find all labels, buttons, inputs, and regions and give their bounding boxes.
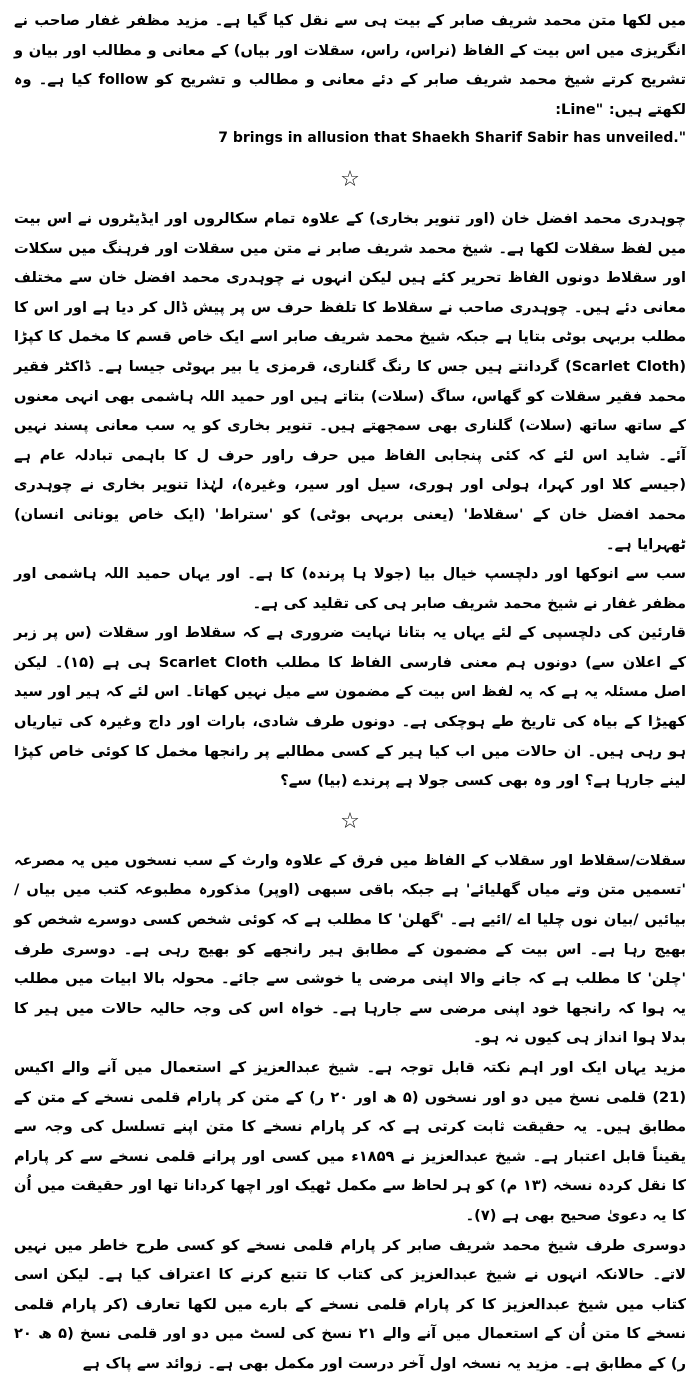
section-star-divider: ☆ (340, 166, 360, 192)
section-star-divider-2: ☆ (340, 808, 360, 834)
paragraph-6: مزید یہاں ایک اور اہم نکتہ قابل توجہ ہے۔ شیخ عبدالعزیز کے استعمال میں آنے والے اکیس (21) قلمی نسخ میں دو اور نسخوں (۵ ھ اور ۲۰ ر) کے متن کر پارام قلمی نسخے کے متن کے مطابق ہیں۔ یہ حقیقت ثابت کرتی ہے کہ کر پارام نسخے کا متن اپنے تسلسل کی وجہ سے یقیناً قابل اعتبار ہے۔ شیخ عبدالعزیز نے ۱۸۵۹ء میں کسی اور پرانے قلمی نسخے سے کر پارام کا نقل کردہ نسخہ (۱۳ م) کو ہر لحاظ سے مکمل ٹھیک اور اچھا کردانا تھا اور حقیقت میں اُن کا یہ دعویٰ صحیح بھی ہے (۷)۔ (14, 1059, 686, 1224)
paragraph-1: میں لکھا متن محمد شریف صابر کے بیت ہی سے نقل کیا گیا ہے۔ مزید مظفر غفار صاحب نے انگریزی میں اس بیت کے الفاظ (نراس، راس، سقلات اور بیاں) کے معانی و مطالب اور بیان و تشریح کرتے شیخ محمد شریف صابر کے دئے معانی و مطالب و تشریح کو follow کیا ہے۔ وہ لکھتے ہیں: "Line: (14, 12, 686, 118)
paragraph-7: دوسری طرف شیخ محمد شریف صابر کر پارام قلمی نسخے کو کسی طرح خاطر میں نہیں لاتے۔ حالانکہ انہوں نے شیخ عبدالعزیز کی کتاب کا تتبع کرنے کا اعتراف کیا ہے۔ لیکن اسی کتاب میں شیخ عبدالعزیز کا کر پارام قلمی نسخے کے بارے میں لکھا تعارف (کر پارام قلمی نسخے کا متن اُن کے استعمال میں آنے والے ۲۱ نسخ کی لسٹ میں دو اور قلمی نسخ (۵ ھ ۲۰ ر) کے مطابق ہے۔ مزید یہ نسخہ اول آخر درست اور مکمل بھی ہے۔ زوائد سے پاک ہے (14, 1236, 687, 1372)
paragraph-5: سقلات/سقلاط اور سقلاب کے الفاظ میں فرق کے علاوہ وارث کے سب نسخوں میں یہ مصرعہ 'تسمیں متن وتے میاں گھلیائے' ہے جبکہ باقی سبھی (اوپر) مذکورہ مطبوعہ کتب میں بیاں /بیائیں /بیان نوں چلیا اے /ائیے ہے۔ 'گھلن' کا مطلب ہے کہ کوئی شخص کسی دوسرے شخص کو بھیج رہا ہے۔ اس بیت کے مضمون کے مطابق ہیر رانجھے کو بھیج رہی ہے۔ دوسری طرف 'چلن' کا مطلب ہے کہ جانے والا اپنی مرضی یا خوشی سے جائے۔ محولہ بالا ابیات میں مطلب یہ ہوا کہ رانجھا خود اپنی مرضی سے جارہا ہے۔ خواہ اس کی وجہ حالیہ حالات میں ہیر کا بدلا ہوا انداز ہی کیوں نہ ہو۔ (14, 851, 686, 1047)
paragraph-2: چوہدری محمد افضل خان (اور تنویر بخاری) کے علاوہ تمام سکالروں اور ایڈیٹروں نے اس بیت میں لفظ سقلات لکھا ہے۔ شیخ محمد شریف صابر نے متن میں سقلات اور فرہنگ میں سکلات اور سقلاط دونوں الفاظ تحریر کئے ہیں لیکن انہوں نے چوہدری محمد افضل خان سے مختلف معانی دئے ہیں۔ چوہدری صاحب نے سقلاط کا تلفظ حرف س پر پیش ڈال کر دیا ہے اور اس کا مطلب بربہی بوٹی بتایا ہے جبکہ شیخ محمد شریف صابر اسے ایک خاص قسم کا مخمل کا کپڑا (Scarlet Cloth) گردانتے ہیں جس کا رنگ گلناری، قرمزی یا بیر بہوٹی جیسا ہے۔ ڈاکٹر فقیر محمد فقیر سقلات کو گھاس، ساگ (سلات) بتاتے ہیں اور حمید اللہ ہاشمی بھی انہی معنوں کے ساتھ ساتھ (سلات) گلناری بھی سمجھتے ہیں۔ تنویر بخاری کو یہ سب معانی پسند نہیں آئے۔ شاید اس لئے کہ کئی پنجابی الفاظ میں حرف راور حرف ل کا باہمی تبادلہ عام ہے (جیسے کلا اور کہرا، ہولی اور ہوری، سیل اور سیر، وغیرہ)، لہٰذا تنویر بخاری نے چوہدری محمد افضل خان کے 'سقلاط' (یعنی بربہی بوٹی) کو 'ستراط' (ایک خاص یونانی انسان) ٹھہرایا ہے۔ (14, 209, 686, 553)
paragraph-3: سب سے انوکھا اور دلچسپ خیال بیا (جولا ہا پرندہ) کا ہے۔ اور یہاں حمید اللہ ہاشمی اور مظفر غفار نے شیخ محمد شریف صابر ہی کی تقلید کی ہے۔ (14, 565, 686, 612)
english-quote-line: 7 brings in allusion that Shaekh Sharif Sabir has unveiled." (218, 130, 686, 147)
paragraph-4: قارئین کی دلچسپی کے لئے یہاں یہ بتانا نہایت ضروری ہے کہ سقلاط اور سقلات (س پر زبر کے اعلان سے) دونوں ہم معنی فارسی الفاظ کا مطلب Scarlet Cloth ہی ہے (۱۵)۔ لیکن اصل مسئلہ یہ ہے کہ یہ لفظ اس بیت کے مضمون سے میل نہیں کھاتا۔ اس لئے کہ ہیر اور سید کھیڑا کے بیاہ کی تاریخ طے ہوچکی ہے۔ دونوں طرف شادی، بارات اور داج وغیرہ کی تیاریاں ہو رہی ہیں۔ ان حالات میں اب کیا ہیر کے کسی مطالبے پر رانجھا مخمل کا کوئی خاص کپڑا لینے جارہا ہے؟ اور وہ بھی کسی جولا ہے پرندے (بیا) سے؟ (14, 624, 686, 790)
